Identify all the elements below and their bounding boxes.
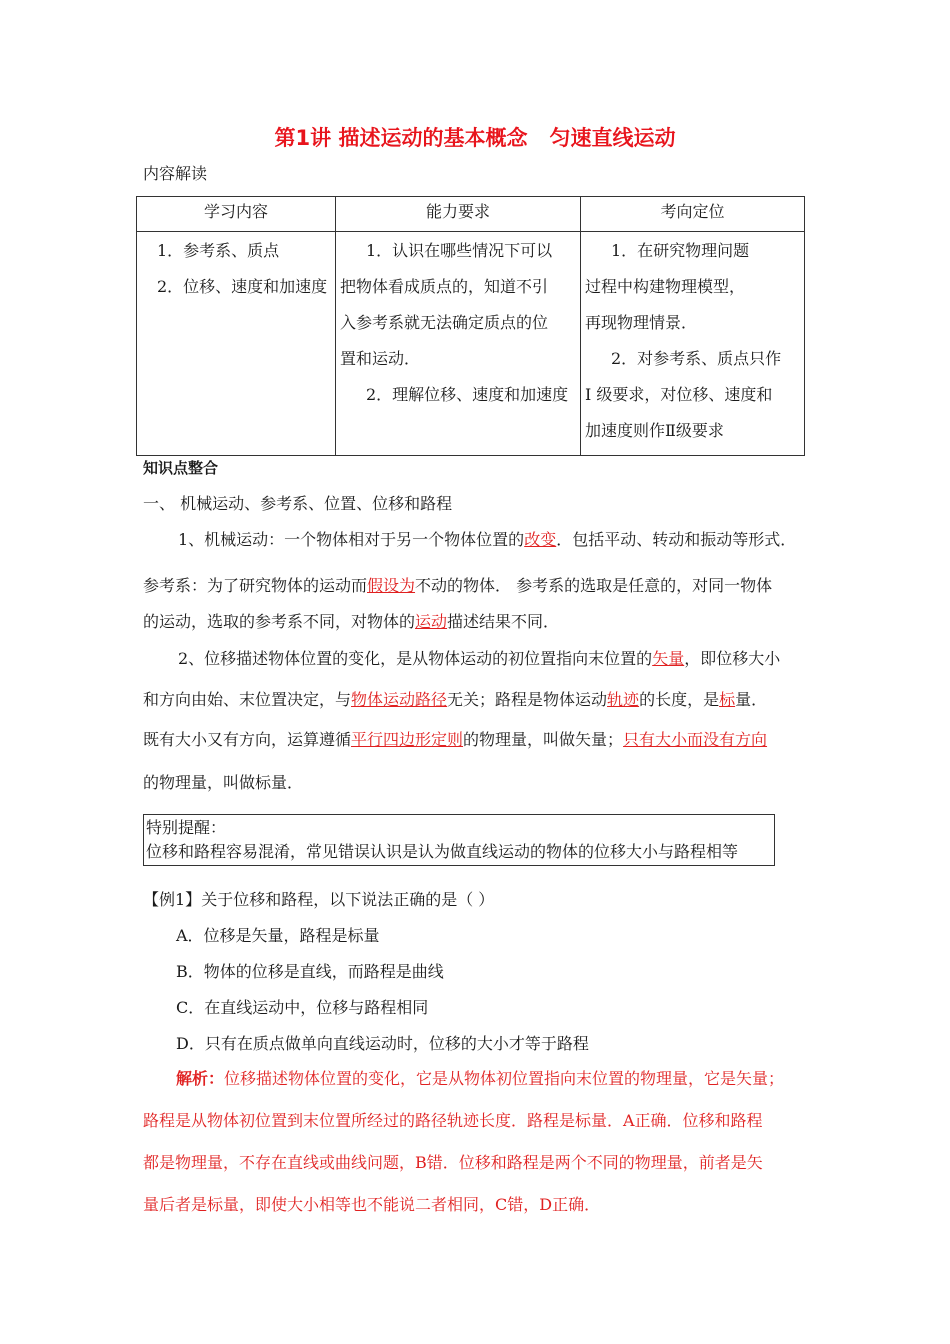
table-cell-line: 把物体看成质点的，知道不引 bbox=[340, 277, 549, 296]
example-question: 【例1】关于位移和路程，以下说法正确的是（ ） bbox=[143, 890, 495, 909]
table-cell-line: 1．认识在哪些情况下可以 bbox=[366, 241, 553, 260]
table-cell-ability bbox=[336, 232, 581, 456]
table-cell-line: 2．对参考系、质点只作 bbox=[611, 349, 782, 368]
keyword-parallelogram-rule: 平行四边形定则 bbox=[351, 730, 464, 749]
keyword-motion: 运动 bbox=[415, 612, 448, 631]
table-header: 考向定位 bbox=[581, 197, 805, 232]
keyword-magnitude-only: 只有大小而没有方向 bbox=[623, 730, 768, 749]
table-cell-line: 再现物理情景． bbox=[585, 313, 698, 332]
option-a: A．位移是矢量，路程是标量 bbox=[176, 926, 380, 945]
analysis-line-2: 路程是从物体初位置到末位置所经过的路径轨迹长度．路程是标量．A正确．位移和路程 bbox=[143, 1111, 763, 1130]
keyword-assumed: 假设为 bbox=[367, 576, 416, 595]
section-content-label: 内容解读 bbox=[143, 164, 208, 183]
title-main: 第1讲 描述运动的基本概念 bbox=[274, 126, 528, 150]
content-table bbox=[136, 196, 805, 456]
page-title bbox=[0, 122, 950, 152]
table-cell-study-content bbox=[137, 232, 336, 456]
table-header: 学习内容 bbox=[137, 197, 336, 232]
keyword-trajectory: 轨迹 bbox=[607, 690, 640, 709]
keyword-path: 物体运动路径 bbox=[351, 690, 448, 709]
table-cell-line: 1．在研究物理问题 bbox=[611, 241, 750, 260]
analysis-label: 解析： bbox=[176, 1069, 225, 1088]
table-cell-line: 入参考系就无法确定质点的位 bbox=[340, 313, 549, 332]
paragraph-1-line-3: 的运动，选取的参考系不同，对物体的运动描述结果不同． bbox=[143, 612, 560, 631]
keyword-vector: 矢量 bbox=[652, 649, 685, 668]
table-cell-line: 2．位移、速度和加速度 bbox=[157, 277, 328, 296]
table-header-row bbox=[137, 197, 805, 232]
option-c: C．在直线运动中，位移与路程相同 bbox=[176, 998, 429, 1017]
special-reminder-box bbox=[143, 814, 775, 866]
analysis-line-1: 解析：位移描述物体位置的变化，它是从物体初位置指向末位置的物理量，它是矢量； bbox=[176, 1069, 785, 1088]
table-cell-line: 过程中构建物理模型， bbox=[585, 277, 746, 296]
title-sub: 匀速直线运动 bbox=[549, 126, 676, 150]
table-header: 能力要求 bbox=[336, 197, 581, 232]
table-cell-line: 加速度则作Ⅱ级要求 bbox=[585, 421, 724, 440]
table-cell-orientation bbox=[581, 232, 805, 456]
analysis-line-4: 量后者是标量，即使大小相等也不能说二者相同，C错，D正确． bbox=[143, 1195, 601, 1214]
paragraph-1-line-2: 参考系：为了研究物体的运动而假设为不动的物体． 参考系的选取是任意的，对同一物体 bbox=[143, 576, 773, 595]
table-cell-line: 1．参考系、质点 bbox=[157, 241, 280, 260]
reminder-title: 特别提醒： bbox=[146, 818, 227, 837]
reminder-text: 位移和路程容易混淆，常见错误认识是认为做直线运动的物体的位移大小与路程相等 bbox=[146, 842, 739, 861]
example-tag: 【例1】 bbox=[143, 890, 202, 909]
table-row bbox=[137, 232, 805, 456]
keyword-scalar: 标 bbox=[719, 690, 736, 709]
keyword-change: 改变 bbox=[524, 530, 557, 549]
heading-mechanical-motion: 一、 机械运动、参考系、位置、位移和路程 bbox=[143, 494, 453, 513]
paragraph-2-line-2: 和方向由始、末位置决定，与物体运动路径无关；路程是物体运动轨迹的长度，是标量． bbox=[143, 690, 768, 709]
paragraph-2-line-4: 的物理量，叫做标量． bbox=[143, 773, 304, 792]
table-cell-line: 2．理解位移、速度和加速度 bbox=[366, 385, 569, 404]
analysis-line-3: 都是物理量，不存在直线或曲线问题，B错．位移和路程是两个不同的物理量，前者是矢 bbox=[143, 1153, 763, 1172]
table-cell-line: 置和运动． bbox=[340, 349, 421, 368]
paragraph-2-line-3: 既有大小又有方向，运算遵循平行四边形定则的物理量，叫做矢量；只有大小而没有方向 bbox=[143, 730, 768, 749]
option-d: D．只有在质点做单向直线运动时，位移的大小才等于路程 bbox=[176, 1034, 589, 1053]
table-cell-line: Ⅰ 级要求，对位移、速度和 bbox=[585, 385, 773, 404]
section-knowledge-label: 知识点整合 bbox=[143, 459, 219, 477]
option-b: B．物体的位移是直线，而路程是曲线 bbox=[176, 962, 444, 981]
paragraph-1-line-1: 1、机械运动：一个物体相对于另一个物体位置的改变．包括平动、转动和振动等形式． bbox=[178, 530, 797, 549]
paragraph-2-line-1: 2、位移描述物体位置的变化，是从物体运动的初位置指向末位置的矢量，即位移大小 bbox=[178, 649, 781, 668]
